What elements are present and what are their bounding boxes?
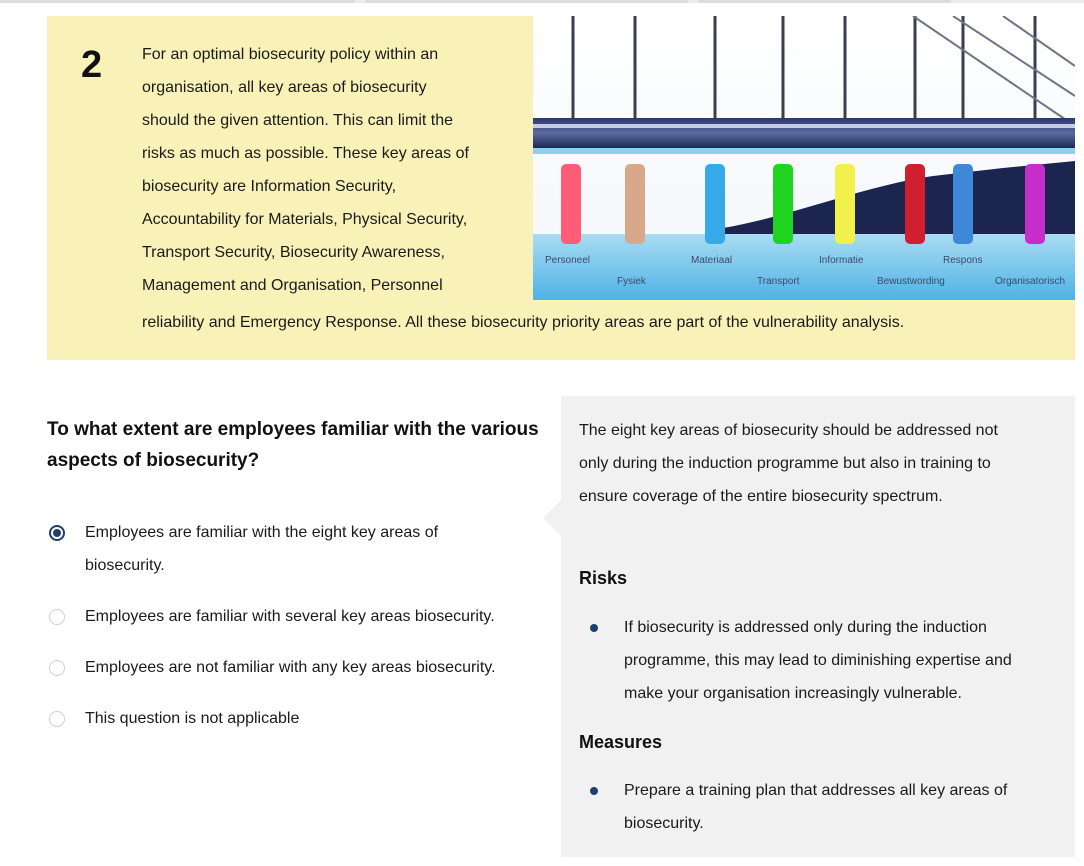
- radio-unselected-icon[interactable]: [49, 660, 65, 676]
- illus-label-materiaal: Materiaal: [691, 255, 733, 266]
- measure-line: Prepare a training plan that addresses all key areas of: [624, 782, 1008, 799]
- advice-pointer: [543, 500, 561, 536]
- advice-intro: [579, 414, 1059, 513]
- info-line: Accountability for Materials, Physical Security,: [142, 211, 468, 228]
- info-line: organisation, all key areas of biosecurity: [142, 79, 427, 96]
- info-line: Transport Security, Biosecurity Awareness,: [142, 244, 445, 261]
- bullet-icon: [590, 787, 598, 795]
- illus-label-transport: Transport: [757, 276, 800, 287]
- option-label-line: Employees are familiar with the eight key areas of: [85, 524, 439, 541]
- info-line: biosecurity are Information Security,: [142, 178, 397, 195]
- risk-line: If biosecurity is addressed only during the induction: [624, 619, 987, 636]
- radio-unselected-icon[interactable]: [49, 711, 65, 727]
- measure-line: biosecurity.: [624, 815, 704, 832]
- option-label: [85, 516, 545, 582]
- illus-label-informatie: Informatie: [819, 255, 864, 266]
- info-line: Management and Organisation, Personnel: [142, 277, 443, 294]
- risks-heading: Risks: [579, 568, 628, 588]
- question-title: To what extent are employees familiar with the various aspects of biosecurity?: [47, 419, 539, 471]
- option-label-line: biosecurity.: [85, 557, 165, 574]
- option-label: Employees are familiar with several key areas biosecurity.: [85, 608, 495, 625]
- advice-panel: [561, 396, 1075, 857]
- info-paragraph-tail: reliability and Emergency Response. All these biosecurity priority areas are part of the vulnerability analysis.: [142, 314, 905, 331]
- radio-unselected-icon[interactable]: [49, 609, 65, 625]
- info-paragraph: [142, 38, 487, 302]
- step-number: 2: [81, 44, 103, 86]
- measures-heading: Measures: [579, 732, 663, 752]
- top-divider: [0, 0, 1084, 3]
- illus-label-bewustwording: Bewustwording: [877, 276, 945, 287]
- option-label: Employees are not familiar with any key areas biosecurity.: [85, 659, 496, 676]
- info-line: For an optimal biosecurity policy within an: [142, 46, 439, 63]
- illus-label-respons: Respons: [943, 255, 983, 266]
- info-line: should the given attention. This can limit the: [142, 112, 453, 129]
- advice-intro-line: only during the induction programme but also in training to: [579, 455, 991, 472]
- illus-label-personeel: Personeel: [545, 255, 591, 266]
- info-line: risks as much as possible. These key areas of: [142, 145, 469, 162]
- illus-label-fysiek: Fysiek: [617, 276, 646, 287]
- advice-intro-line: The eight key areas of biosecurity should be addressed not: [579, 422, 998, 439]
- risk-line: make your organisation increasingly vulnerable.: [624, 685, 962, 702]
- advice-intro-line: ensure coverage of the entire biosecurity spectrum.: [579, 488, 943, 505]
- risk-item: [624, 611, 1064, 710]
- bullet-icon: [590, 624, 598, 632]
- measure-item: [624, 774, 1064, 840]
- option-label: This question is not applicable: [85, 710, 300, 727]
- risk-line: programme, this may lead to diminishing expertise and: [624, 652, 1012, 669]
- illus-label-organisatorisch: Organisatorisch: [995, 276, 1066, 287]
- bridge-illustration: [533, 16, 1075, 300]
- radio-selected-icon[interactable]: [49, 525, 65, 541]
